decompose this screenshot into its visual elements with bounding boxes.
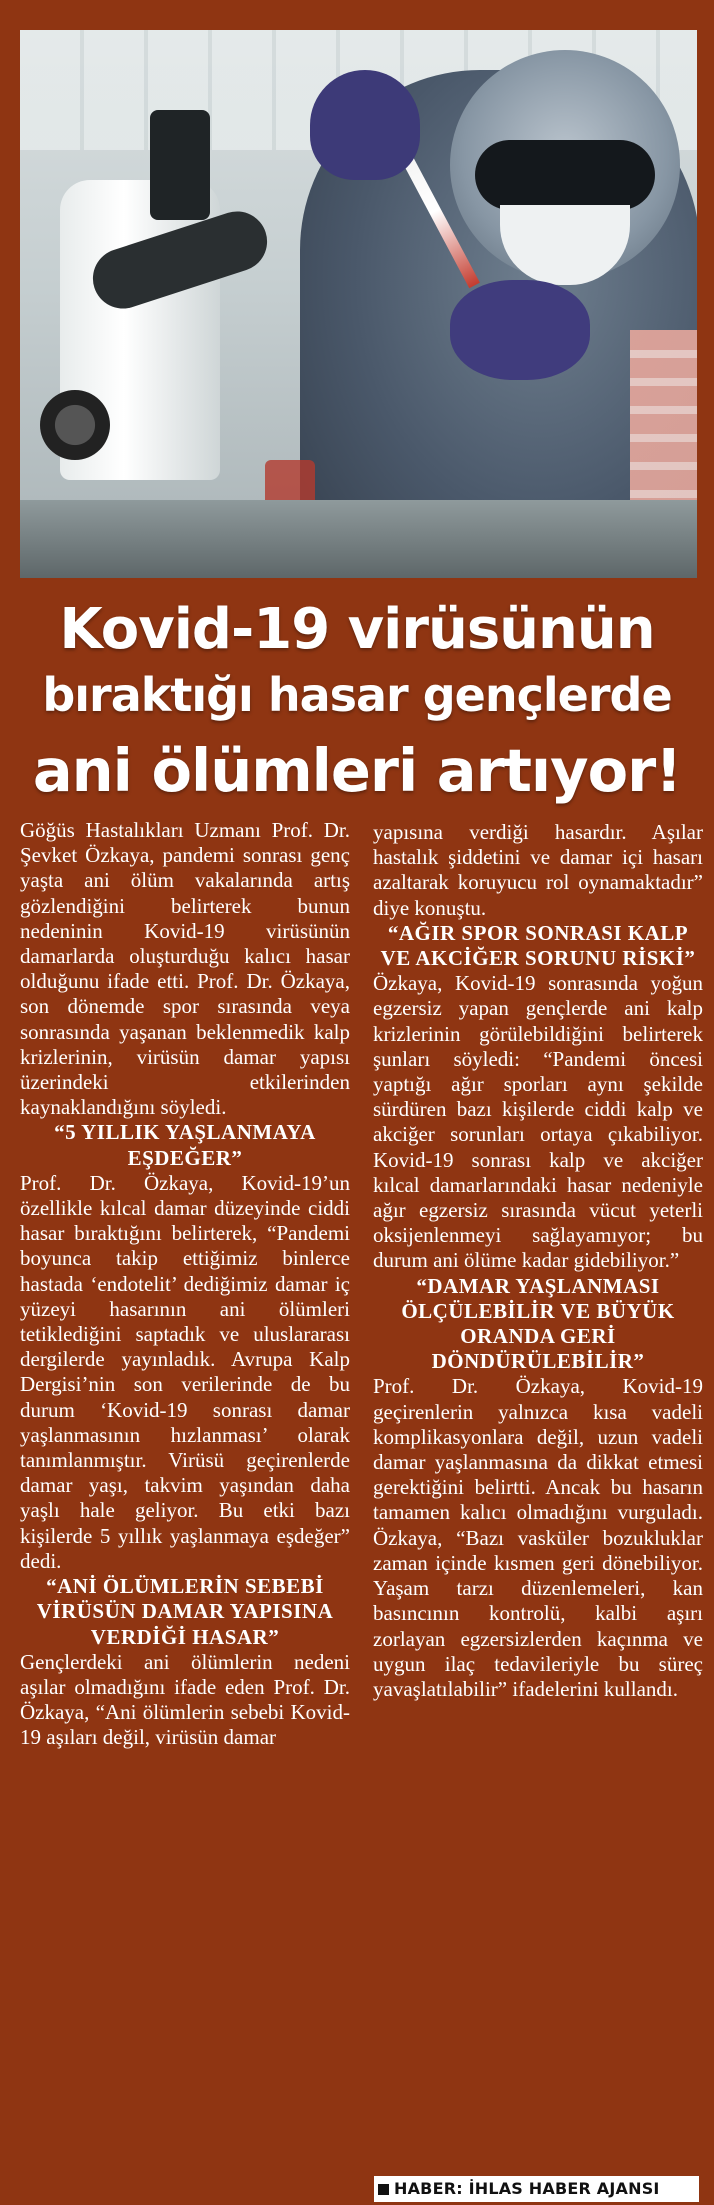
paragraph: Prof. Dr. Özkaya, Kovid-19 geçirenlerin yalnızca kısa vadeli komplikasyonlara değil, uzun vadeli damar yaşlanmasına da dikkat etmesi gerektiğini belirtti. Ancak bu hasarın tamamen kalıcı olmadığını vurguladı. Özkaya, “Bazı vasküler bozukluklar zaman içinde kısmen geri dönebiliyor. Yaşam tarzı düzenlemeleri, kan basıncının kontrolü, kalbi aşırı zorlayan egzersizlerden kaçınma ve uygun ilaç tedavileriyle bu süreç yavaşlatılabilir” ifadelerini kullandı. xyxy=(373,1374,703,1701)
article-column-left xyxy=(20,818,350,1751)
subheading: “5 YILLIK YAŞLANMAYA EŞDEĞER” xyxy=(54,1120,316,1170)
microscope-head xyxy=(150,110,210,220)
subheading: “ANİ ÖLÜMLERİN SEBEBİ VİRÜSÜN DAMAR YAPISINA VERDİĞİ HASAR” xyxy=(36,1574,334,1649)
lab-bench xyxy=(20,500,697,578)
microscope-knob xyxy=(40,390,110,460)
paragraph: Gençlerdeki ani ölümlerin nedeni aşılar olmadığını ifade eden Prof. Dr. Özkaya, “Ani ölümlerin sebebi Kovid-19 aşıları değil, virüsün damar xyxy=(20,1649,350,1750)
square-bullet-icon xyxy=(378,2184,389,2195)
headline-line-2: bıraktığı hasar gençlerde xyxy=(42,668,672,722)
laboratory-photo xyxy=(20,30,697,578)
paragraph: Özkaya, Kovid-19 sonrasında yoğun egzersiz yapan gençlerde ani kalp krizlerinin görülebildiğini belirterek şunları söyledi: “Pandemi öncesi yaptığı ağır sporları aynı şekilde sürdüren bazı kişilerde ciddi kalp ve akciğer sorunları ortaya çıkabiliyor. Kovid-19 sonrası kalp ve akciğer kılcal damarlarındaki hasar nedeniyle ağır egzersiz sırasında vücut yeterli oksijenlenmeyi sağlayamıyor; bu durum ani ölüme kadar gidebiliyor.” xyxy=(373,971,703,1273)
source-credit xyxy=(374,2176,699,2202)
paragraph: Göğüs Hastalıkları Uzmanı Prof. Dr. Şevket Özkaya, pandemi sonrası genç yaşta ani ölüm vakalarında artış gözlendiğini belirterek bunun nedeninin Kovid-19 virüsünün damarlarda oluşturduğu kalıcı hasar olduğunu ifade etti. Prof. Dr. Özkaya, son dönemde spor sırasında veya sonrasında yaşanan beklenmedik kalp krizlerinin, virüsün damar yapısı üzerindeki etkilerinden kaynaklandığını söyledi. xyxy=(20,818,350,1120)
glove-left xyxy=(310,70,420,180)
source-label: HABER: İHLAS HABER AJANSI xyxy=(394,2179,660,2198)
safety-goggles xyxy=(475,140,655,210)
subheading: “AĞIR SPOR SONRASI KALP VE AKCİĞER SORUNU RİSKİ” xyxy=(380,920,696,971)
glove-right xyxy=(450,280,590,380)
paragraph: yapısına verdiği hasardır. Aşılar hastalık şiddetini ve damar içi hasarı azaltarak koruyucu rol oynamaktadır” diye konuştu. xyxy=(373,820,703,920)
article-column-right xyxy=(373,820,703,1702)
subheading: “DAMAR YAŞLANMASI ÖLÇÜLEBİLİR VE BÜYÜK ORANDA GERİ DÖNDÜRÜLEBİLİR” xyxy=(401,1273,675,1374)
paragraph: Prof. Dr. Özkaya, Kovid-19’un özellikle kılcal damar düzeyinde ciddi hasar bıraktığını belirterek, “Pandemi boyunca takip ettiğimiz binlerce hastada ‘endotelit’ dediğimiz damar iç yüzeyi hasarının ani ölümleri tetiklediğini saptadık ve uluslararası dergilerde yayınladık. Avrupa Kalp Dergisi’nin son verilerinde de bu durum ‘Kovid-19 sonrası damar yaşlanmasının hızlanması’ olarak tanımlanmıştır. Virüsü geçirenlerde damar yaşı, takvim yaşından daha yaşlı hale geliyor. Bu etki bazı kişilerde 5 yıllık yaşlanmaya eşdeğer” dedi. xyxy=(20,1170,350,1573)
headline-line-3: ani ölümleri artıyor! xyxy=(32,736,682,805)
headline-line-1: Kovid-19 virüsünün xyxy=(59,597,655,662)
